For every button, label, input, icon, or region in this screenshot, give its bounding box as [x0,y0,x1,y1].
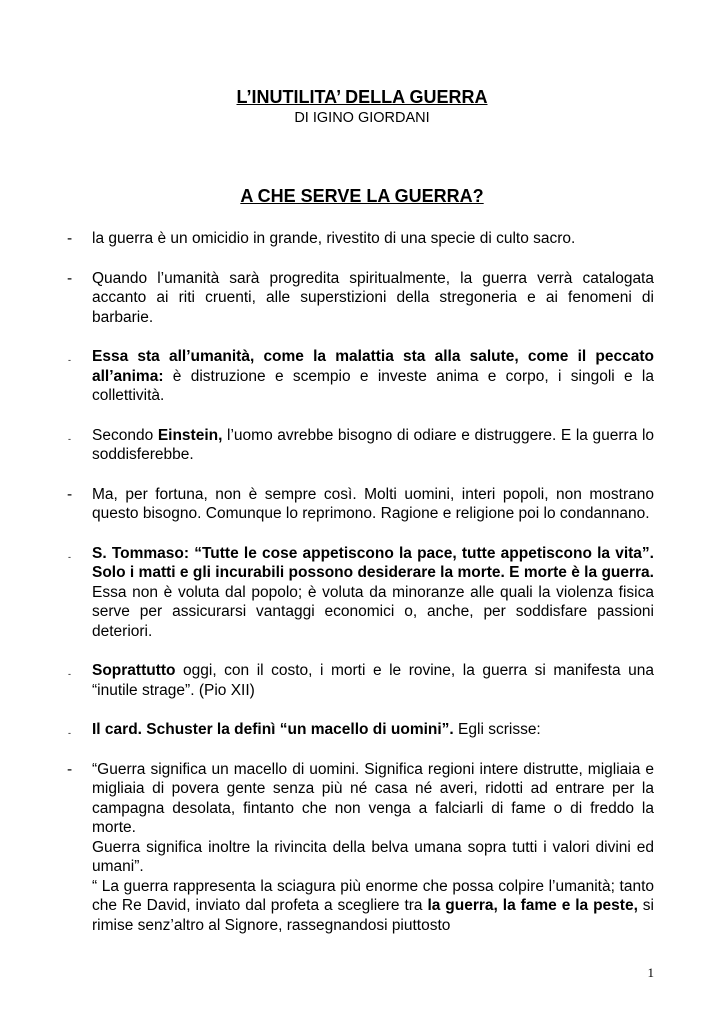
bullet-dash: - [67,760,73,778]
list-item-text [92,661,654,700]
document-title: L’INUTILITA’ DELLA GUERRA [236,87,488,107]
bold-run: Einstein, [157,426,223,444]
text-run: è distruzione e scempio e investe anima e corpo, i singoli e la collettività. [92,367,654,404]
bold-run: S. Tommaso: “Tutte le cose appetiscono la pace, tutte appetiscono la vita”. Solo i matti e gli incurabili possono desiderare la morte. E morte è la guerra. [92,544,654,581]
list-item [0,347,724,406]
bullet-dash: - [67,230,73,247]
list-item-text [92,229,654,249]
list-item [0,229,724,249]
bullet-dash: - [68,728,71,738]
text-run: Ma, per fortuna, non è sempre così. Molti uomini, interi popoli, non mostrano questo bisogno. Comunque lo reprimono. Ragione e religione poi lo condannano. [92,485,654,522]
text-run: oggi, con il costo, i morti e le rovine, la guerra si manifesta una “inutile strage”. (Pio XII) [92,662,654,699]
bold-run: Essa sta all’umanità, come la malattia sta alla salute, come il peccato all’anima: [92,348,654,385]
quote-paragraph: Guerra significa inoltre la rivincita della belva umana sopra tutti i valori divini ed umani”. [92,838,654,875]
list-item-text [92,347,654,406]
list-item [0,544,724,642]
bullet-list [0,229,724,955]
text-run: si rimise senz’altro al Signore, rassegnandosi piuttosto [92,897,654,934]
bullet-dash: - [67,269,73,287]
list-item-text [92,544,654,642]
bullet-dash: - [68,355,71,365]
text-run: l’uomo avrebbe bisogno di odiare e distruggere. E la guerra lo soddisferebbe. [92,426,655,463]
quote-paragraph [92,877,654,936]
text-run: “ La guerra rappresenta la sciagura più enorme che possa colpire l’umanità; tanto che Re David, inviato dal profeta a scegliere tra [92,877,654,914]
text-run: Secondo [92,426,158,444]
bullet-dash: - [68,433,71,444]
bold-run: Il card. Schuster la definì “un macello di uomini”. [92,721,454,738]
text-run: Quando l’umanità sarà progredita spiritualmente, la guerra verrà catalogata accanto ai riti cruenti, alle superstizioni della stregoneria e ai fenomeni di barbarie. [92,269,654,326]
document-author: DI IGINO GIORDANI [294,110,430,126]
bold-run: Soprattutto [92,662,176,679]
bold-run: la guerra, la fame e la peste, [427,897,638,914]
section-title: A CHE SERVE LA GUERRA? [240,186,484,206]
page-number: 1 [647,965,654,980]
text-run: Essa non è voluta dal popolo; è voluta da minoranze alle quali la violenza fisica serve per assicurarsi vantaggi economici o, anche, per soddisfare passioni deteriori. [92,583,654,640]
list-item-text [92,269,654,328]
list-item [0,426,724,465]
bullet-dash: - [68,551,71,562]
bullet-dash: - [68,669,71,679]
list-item [0,269,724,328]
list-item-text [92,485,654,524]
list-item-text [92,426,654,465]
quote-paragraph: “Guerra significa un macello di uomini. Significa regioni intere distrutte, migliaia e migliaia di povera gente senza più né casa né averi, ridotti ad entrare per la campagna desolata, fintanto che non venga a falciarli di fame o di freddo la morte. [92,760,654,836]
list-item [0,720,724,740]
list-item [0,760,724,936]
list-item [0,661,724,700]
list-item [0,485,724,524]
text-run: la guerra è un omicidio in grande, rivestito di una specie di culto sacro. [92,230,576,247]
text-run: Egli scrisse: [453,721,541,738]
bullet-dash: - [67,485,73,503]
list-item-text [92,720,654,740]
